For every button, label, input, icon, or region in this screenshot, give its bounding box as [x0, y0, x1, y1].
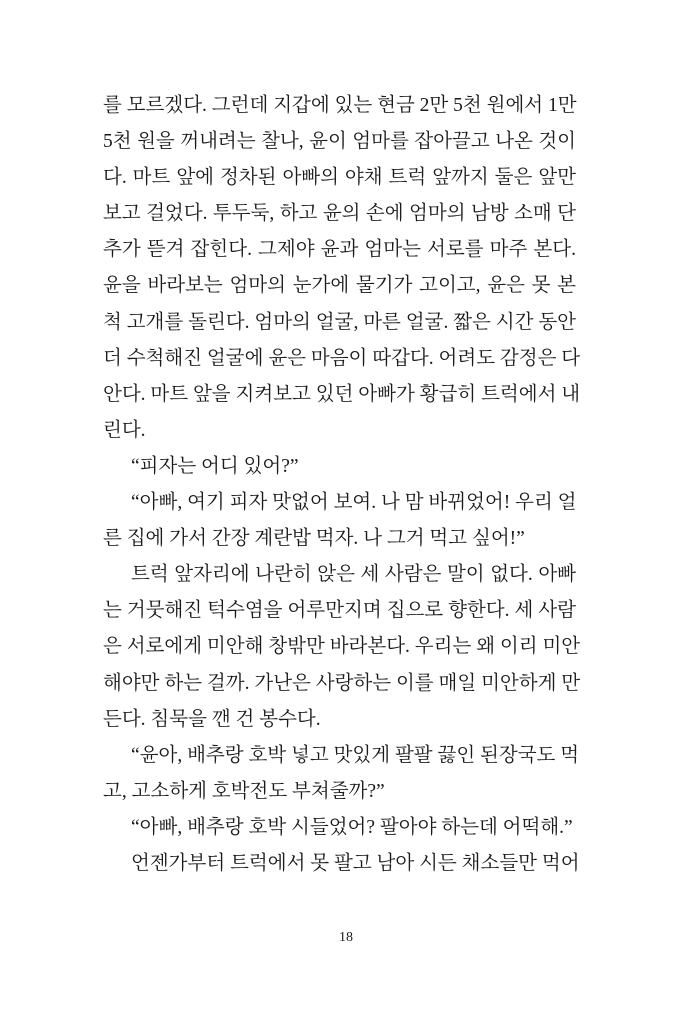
text-line: 5천 원을 꺼내려는 찰나, 윤이 엄마를 잡아끌고 나온 것이: [103, 131, 576, 153]
text-line: 보고 걸었다. 투두둑, 하고 윤의 손에 엄마의 남방 소매 단: [103, 203, 576, 225]
text-line: “아빠, 배추랑 호박 시들었어? 팔아야 하는데 어떡해.”: [131, 816, 573, 838]
text-line: 안다. 마트 앞을 지켜보고 있던 아빠가 황급히 트럭에서 내: [103, 383, 581, 405]
text-line: “피자는 어디 있어?”: [131, 455, 299, 477]
text-line: 윤을 바라보는 엄마의 눈가에 물기가 고이고, 윤은 못 본: [103, 275, 576, 297]
text-line: 척 고개를 돌린다. 엄마의 얼굴, 마른 얼굴. 짧은 시간 동안: [103, 311, 576, 333]
text-line: 해야만 하는 걸까. 가난은 사랑하는 이를 매일 미안하게 만: [103, 672, 581, 694]
page-number: 18: [339, 930, 353, 945]
text-line: 언젠가부터 트럭에서 못 팔고 남아 시든 채소들만 먹어: [131, 852, 580, 874]
text-line: 를 모르겠다. 그런데 지갑에 있는 현금 2만 5천 원에서 1만: [103, 95, 577, 116]
text-line: 추가 뜯겨 잡힌다. 그제야 윤과 엄마는 서로를 마주 본다.: [103, 239, 576, 261]
text-line: 른 집에 가서 간장 계란밥 먹자. 나 그거 먹고 싶어!”: [103, 528, 525, 550]
text-line: 는 거뭇해진 턱수염을 어루만지며 집으로 향한다. 세 사람: [103, 600, 576, 622]
text-line: 더 수척해진 얼굴에 윤은 마음이 따갑다. 어려도 감정은 다: [103, 347, 581, 369]
text-line: 다. 마트 앞에 정차된 아빠의 야채 트럭 앞까지 둘은 앞만: [103, 167, 576, 189]
text-line: “윤아, 배추랑 호박 넣고 맛있게 팔팔 끓인 된장국도 먹: [131, 744, 580, 766]
text-line: 린다.: [103, 419, 146, 441]
text-line: 트럭 앞자리에 나란히 앉은 세 사람은 말이 없다. 아빠: [131, 564, 576, 586]
text-line: 은 서로에게 미안해 창밖만 바라본다. 우리는 왜 이리 미안: [103, 636, 581, 658]
text-line: 든다. 침묵을 깬 건 봉수다.: [103, 708, 321, 730]
text-line: “아빠, 여기 피자 맛없어 보여. 나 맘 바뀌었어! 우리 얼: [131, 492, 577, 514]
body-text: [103, 88, 581, 882]
text-line: 고, 고소하게 호박전도 부쳐줄까?”: [103, 780, 385, 802]
